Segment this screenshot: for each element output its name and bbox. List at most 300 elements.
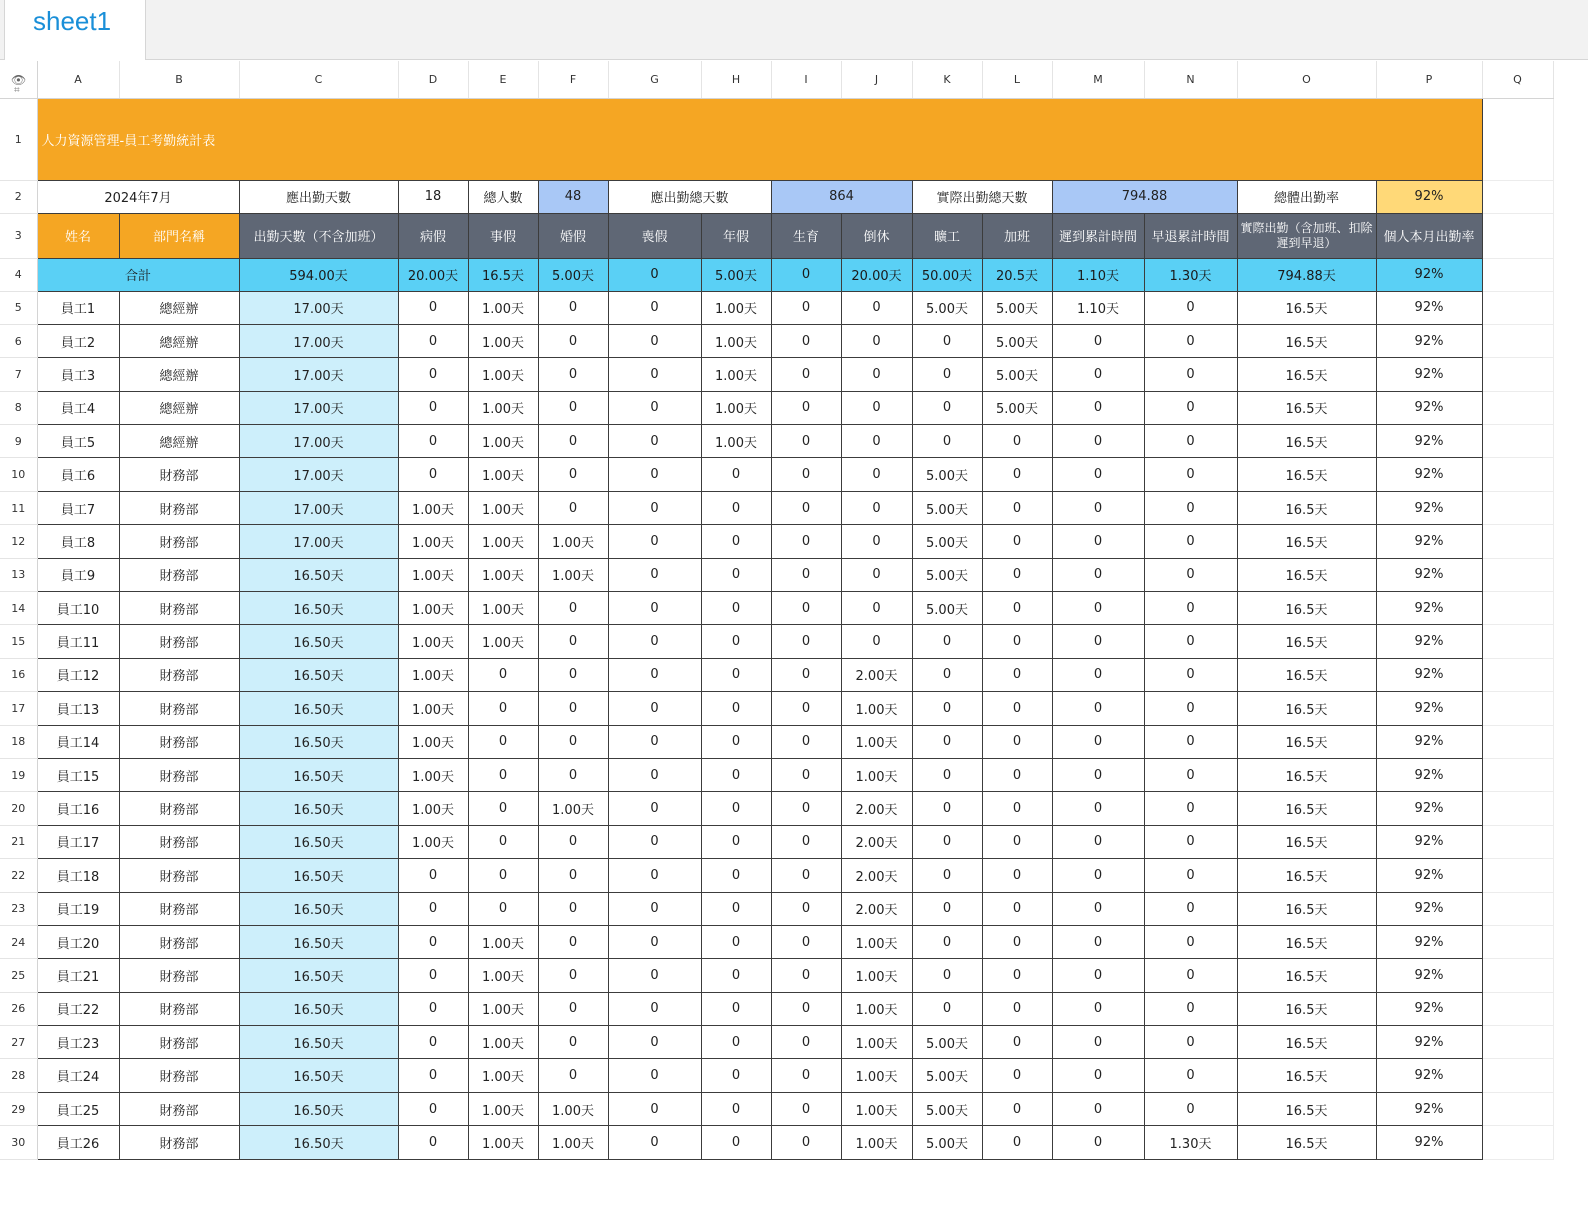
table-cell[interactable]: 16.5天 <box>1237 1026 1376 1059</box>
table-cell[interactable]: 0 <box>1052 758 1144 791</box>
table-cell[interactable]: 2.00天 <box>841 792 912 825</box>
table-cell[interactable]: 0 <box>608 859 701 892</box>
table-cell[interactable]: 0 <box>982 725 1052 758</box>
table-cell[interactable]: 0 <box>982 925 1052 958</box>
table-cell[interactable]: 16.5天 <box>1237 1126 1376 1159</box>
freeze-icon[interactable]: ⌗ <box>14 85 20 96</box>
table-cell[interactable]: 1.00天 <box>398 625 468 658</box>
row-header[interactable]: 26 <box>0 992 37 1025</box>
table-cell[interactable]: 0 <box>1144 959 1237 992</box>
table-cell-empty[interactable] <box>1482 692 1553 725</box>
cell-Q3[interactable] <box>1482 213 1553 258</box>
table-cell[interactable]: 0 <box>538 692 608 725</box>
table-cell[interactable]: 0 <box>982 625 1052 658</box>
table-cell[interactable]: 16.50天 <box>239 558 398 591</box>
table-cell[interactable]: 0 <box>398 992 468 1025</box>
column-title[interactable]: 喪假 <box>608 213 701 258</box>
table-cell[interactable]: 16.5天 <box>1237 625 1376 658</box>
table-cell[interactable]: 0 <box>912 425 982 458</box>
table-cell[interactable]: 92% <box>1376 324 1482 357</box>
table-cell[interactable]: 1.00天 <box>398 725 468 758</box>
table-cell[interactable]: 16.5天 <box>1237 291 1376 324</box>
table-cell[interactable]: 0 <box>912 892 982 925</box>
row-header[interactable]: 30 <box>0 1126 37 1159</box>
table-cell[interactable]: 1.00天 <box>841 758 912 791</box>
totals-cell[interactable]: 20.5天 <box>982 258 1052 291</box>
column-header-E[interactable]: E <box>468 61 538 98</box>
table-cell[interactable]: 1.00天 <box>468 491 538 524</box>
table-cell[interactable]: 0 <box>1144 358 1237 391</box>
table-cell[interactable]: 0 <box>398 1026 468 1059</box>
table-cell[interactable]: 16.5天 <box>1237 925 1376 958</box>
table-cell[interactable]: 財務部 <box>119 625 239 658</box>
table-cell-empty[interactable] <box>1482 358 1553 391</box>
table-cell[interactable]: 員工7 <box>37 491 119 524</box>
table-cell[interactable]: 0 <box>841 458 912 491</box>
table-cell[interactable]: 0 <box>912 625 982 658</box>
table-cell[interactable]: 0 <box>1144 458 1237 491</box>
table-cell[interactable]: 0 <box>771 525 841 558</box>
table-cell[interactable]: 0 <box>701 592 771 625</box>
spreadsheet-grid[interactable] <box>0 61 1588 1214</box>
table-cell[interactable]: 16.5天 <box>1237 692 1376 725</box>
column-header-Q[interactable]: Q <box>1482 61 1553 98</box>
table-cell[interactable]: 16.5天 <box>1237 758 1376 791</box>
column-header-J[interactable]: J <box>841 61 912 98</box>
table-cell[interactable]: 0 <box>398 1059 468 1092</box>
overall-rate-label[interactable]: 總體出勤率 <box>1237 180 1376 213</box>
total-required-label[interactable]: 應出勤總天數 <box>608 180 771 213</box>
table-cell[interactable]: 0 <box>398 324 468 357</box>
table-cell[interactable]: 員工8 <box>37 525 119 558</box>
column-title[interactable]: 婚假 <box>538 213 608 258</box>
table-cell[interactable]: 0 <box>982 491 1052 524</box>
table-cell[interactable]: 0 <box>608 725 701 758</box>
table-cell[interactable]: 0 <box>538 892 608 925</box>
table-cell[interactable]: 92% <box>1376 725 1482 758</box>
table-cell[interactable]: 0 <box>1052 1059 1144 1092</box>
table-cell[interactable]: 0 <box>912 859 982 892</box>
table-cell[interactable]: 0 <box>538 758 608 791</box>
table-cell[interactable]: 1.00天 <box>538 1092 608 1125</box>
totals-cell[interactable]: 1.30天 <box>1144 258 1237 291</box>
table-cell[interactable]: 92% <box>1376 491 1482 524</box>
column-title[interactable]: 倒休 <box>841 213 912 258</box>
table-cell[interactable]: 0 <box>1052 658 1144 691</box>
table-cell[interactable]: 0 <box>538 825 608 858</box>
table-cell[interactable]: 16.5天 <box>1237 558 1376 591</box>
table-cell[interactable]: 0 <box>1144 1059 1237 1092</box>
table-cell[interactable]: 0 <box>771 825 841 858</box>
table-cell[interactable]: 0 <box>1052 525 1144 558</box>
table-cell[interactable]: 員工1 <box>37 291 119 324</box>
select-all-corner[interactable] <box>0 61 37 98</box>
totals-cell[interactable]: 20.00天 <box>841 258 912 291</box>
table-cell[interactable]: 1.00天 <box>841 1092 912 1125</box>
table-cell[interactable]: 財務部 <box>119 525 239 558</box>
table-cell[interactable]: 員工15 <box>37 758 119 791</box>
table-cell[interactable]: 5.00天 <box>982 324 1052 357</box>
table-cell[interactable]: 2.00天 <box>841 892 912 925</box>
table-cell[interactable]: 1.00天 <box>538 1126 608 1159</box>
table-cell[interactable]: 16.50天 <box>239 892 398 925</box>
table-cell[interactable]: 0 <box>771 959 841 992</box>
table-cell[interactable]: 員工6 <box>37 458 119 491</box>
table-cell[interactable]: 0 <box>771 358 841 391</box>
table-cell[interactable]: 1.00天 <box>841 925 912 958</box>
table-cell-empty[interactable] <box>1482 525 1553 558</box>
table-cell[interactable]: 17.00天 <box>239 425 398 458</box>
table-cell[interactable]: 92% <box>1376 558 1482 591</box>
table-cell[interactable]: 5.00天 <box>912 458 982 491</box>
table-cell[interactable]: 92% <box>1376 1059 1482 1092</box>
table-cell[interactable]: 0 <box>538 458 608 491</box>
table-cell[interactable]: 1.00天 <box>468 425 538 458</box>
table-cell[interactable]: 0 <box>982 592 1052 625</box>
table-cell[interactable]: 0 <box>1052 859 1144 892</box>
table-cell[interactable]: 0 <box>982 558 1052 591</box>
table-cell[interactable]: 0 <box>771 992 841 1025</box>
table-cell[interactable]: 0 <box>468 692 538 725</box>
table-cell[interactable]: 0 <box>608 625 701 658</box>
table-cell[interactable]: 0 <box>398 291 468 324</box>
cell-Q1[interactable] <box>1482 98 1553 180</box>
table-cell[interactable]: 1.00天 <box>538 792 608 825</box>
table-cell[interactable]: 16.50天 <box>239 692 398 725</box>
table-cell[interactable]: 1.00天 <box>468 1126 538 1159</box>
table-cell[interactable]: 0 <box>912 658 982 691</box>
row-header-1[interactable]: 1 <box>0 98 37 180</box>
table-cell[interactable]: 0 <box>608 658 701 691</box>
row-header[interactable]: 7 <box>0 358 37 391</box>
table-cell[interactable]: 0 <box>1052 391 1144 424</box>
table-cell[interactable]: 0 <box>771 458 841 491</box>
table-cell[interactable]: 92% <box>1376 1126 1482 1159</box>
table-cell[interactable]: 16.50天 <box>239 925 398 958</box>
table-cell[interactable]: 0 <box>468 859 538 892</box>
table-cell[interactable]: 0 <box>1144 391 1237 424</box>
table-cell[interactable]: 財務部 <box>119 1059 239 1092</box>
column-header-C[interactable]: C <box>239 61 398 98</box>
table-cell[interactable]: 16.5天 <box>1237 992 1376 1025</box>
table-cell[interactable]: 財務部 <box>119 725 239 758</box>
table-cell[interactable]: 0 <box>398 925 468 958</box>
table-cell[interactable]: 0 <box>398 892 468 925</box>
table-cell[interactable]: 92% <box>1376 692 1482 725</box>
table-cell[interactable]: 1.00天 <box>468 1092 538 1125</box>
row-header[interactable]: 11 <box>0 491 37 524</box>
table-cell[interactable]: 0 <box>1144 892 1237 925</box>
table-cell[interactable]: 0 <box>538 425 608 458</box>
actual-total-label[interactable]: 實際出勤總天數 <box>912 180 1052 213</box>
table-cell[interactable]: 總經辦 <box>119 291 239 324</box>
table-cell[interactable]: 0 <box>912 692 982 725</box>
table-cell[interactable]: 16.5天 <box>1237 959 1376 992</box>
table-cell[interactable]: 0 <box>538 592 608 625</box>
table-cell[interactable]: 2.00天 <box>841 658 912 691</box>
table-cell[interactable]: 0 <box>912 792 982 825</box>
table-cell[interactable]: 16.5天 <box>1237 425 1376 458</box>
table-cell[interactable]: 0 <box>468 792 538 825</box>
table-cell[interactable]: 員工16 <box>37 792 119 825</box>
table-cell[interactable]: 財務部 <box>119 925 239 958</box>
row-header[interactable]: 20 <box>0 792 37 825</box>
table-cell[interactable]: 0 <box>1052 825 1144 858</box>
table-cell[interactable]: 0 <box>841 491 912 524</box>
table-cell[interactable]: 0 <box>1144 592 1237 625</box>
table-cell[interactable]: 0 <box>608 692 701 725</box>
table-cell[interactable]: 1.30天 <box>1144 1126 1237 1159</box>
table-cell[interactable]: 0 <box>701 859 771 892</box>
table-cell[interactable]: 0 <box>1144 825 1237 858</box>
table-cell[interactable]: 16.5天 <box>1237 391 1376 424</box>
table-cell[interactable]: 0 <box>398 959 468 992</box>
table-cell[interactable]: 1.00天 <box>701 358 771 391</box>
table-cell[interactable]: 0 <box>538 491 608 524</box>
table-cell-empty[interactable] <box>1482 1026 1553 1059</box>
table-cell[interactable]: 0 <box>912 825 982 858</box>
table-cell[interactable]: 0 <box>912 358 982 391</box>
table-cell[interactable]: 財務部 <box>119 1092 239 1125</box>
table-cell[interactable]: 0 <box>1144 725 1237 758</box>
table-cell[interactable]: 0 <box>398 859 468 892</box>
row-header-3[interactable]: 3 <box>0 213 37 258</box>
table-cell[interactable]: 0 <box>841 291 912 324</box>
table-cell[interactable]: 0 <box>1144 324 1237 357</box>
table-cell[interactable]: 0 <box>982 1126 1052 1159</box>
table-cell[interactable]: 5.00天 <box>912 592 982 625</box>
table-cell[interactable]: 92% <box>1376 792 1482 825</box>
table-cell[interactable]: 0 <box>1052 491 1144 524</box>
table-cell[interactable]: 1.00天 <box>841 992 912 1025</box>
table-cell[interactable]: 0 <box>701 925 771 958</box>
table-cell-empty[interactable] <box>1482 792 1553 825</box>
table-cell[interactable]: 總經辦 <box>119 425 239 458</box>
table-cell[interactable]: 1.00天 <box>468 458 538 491</box>
table-cell[interactable]: 總經辦 <box>119 358 239 391</box>
table-cell-empty[interactable] <box>1482 1059 1553 1092</box>
column-title[interactable]: 早退累計時間 <box>1144 213 1237 258</box>
table-cell[interactable]: 0 <box>982 1059 1052 1092</box>
row-header[interactable]: 18 <box>0 725 37 758</box>
table-cell[interactable]: 17.00天 <box>239 525 398 558</box>
table-cell[interactable]: 5.00天 <box>912 558 982 591</box>
table-cell[interactable]: 0 <box>1144 1092 1237 1125</box>
table-cell[interactable]: 16.50天 <box>239 592 398 625</box>
eye-icon[interactable]: 👁 <box>11 73 27 87</box>
table-cell[interactable]: 0 <box>608 1059 701 1092</box>
table-cell[interactable]: 0 <box>608 324 701 357</box>
table-cell[interactable]: 員工10 <box>37 592 119 625</box>
table-cell[interactable]: 財務部 <box>119 1126 239 1159</box>
column-header-K[interactable]: K <box>912 61 982 98</box>
table-cell[interactable]: 0 <box>982 859 1052 892</box>
table-cell-empty[interactable] <box>1482 291 1553 324</box>
table-cell[interactable]: 17.00天 <box>239 491 398 524</box>
table-cell[interactable]: 16.5天 <box>1237 658 1376 691</box>
table-cell[interactable]: 16.50天 <box>239 1059 398 1092</box>
table-cell[interactable]: 0 <box>608 525 701 558</box>
column-header-D[interactable]: D <box>398 61 468 98</box>
table-cell[interactable]: 0 <box>398 358 468 391</box>
table-cell[interactable]: 0 <box>1052 792 1144 825</box>
table-cell[interactable]: 0 <box>1144 925 1237 958</box>
row-header[interactable]: 9 <box>0 425 37 458</box>
table-cell[interactable]: 16.5天 <box>1237 725 1376 758</box>
table-cell[interactable]: 員工11 <box>37 625 119 658</box>
table-cell[interactable]: 0 <box>701 792 771 825</box>
table-cell[interactable]: 0 <box>982 992 1052 1025</box>
table-cell[interactable]: 0 <box>841 592 912 625</box>
table-cell[interactable]: 5.00天 <box>912 291 982 324</box>
table-cell[interactable]: 員工5 <box>37 425 119 458</box>
table-cell[interactable]: 0 <box>771 391 841 424</box>
cell-Q2[interactable] <box>1482 180 1553 213</box>
table-cell[interactable]: 92% <box>1376 825 1482 858</box>
required-days-value[interactable]: 18 <box>398 180 468 213</box>
table-cell[interactable]: 1.00天 <box>468 525 538 558</box>
table-cell[interactable]: 0 <box>1144 758 1237 791</box>
table-cell[interactable]: 0 <box>841 425 912 458</box>
table-cell[interactable]: 1.00天 <box>841 1126 912 1159</box>
table-cell[interactable]: 0 <box>1144 425 1237 458</box>
cell-Q4[interactable] <box>1482 258 1553 291</box>
row-header[interactable]: 28 <box>0 1059 37 1092</box>
table-cell[interactable]: 16.5天 <box>1237 491 1376 524</box>
column-title[interactable]: 加班 <box>982 213 1052 258</box>
table-cell[interactable]: 0 <box>1144 658 1237 691</box>
table-cell[interactable]: 0 <box>1052 925 1144 958</box>
table-cell[interactable]: 1.00天 <box>398 758 468 791</box>
table-cell-empty[interactable] <box>1482 658 1553 691</box>
table-cell[interactable]: 0 <box>912 324 982 357</box>
totals-cell[interactable]: 5.00天 <box>701 258 771 291</box>
table-cell[interactable]: 92% <box>1376 458 1482 491</box>
column-header-F[interactable]: F <box>538 61 608 98</box>
table-cell-empty[interactable] <box>1482 625 1553 658</box>
table-cell[interactable]: 財務部 <box>119 458 239 491</box>
table-cell[interactable]: 0 <box>1052 1126 1144 1159</box>
table-cell[interactable]: 5.00天 <box>912 1092 982 1125</box>
row-header[interactable]: 16 <box>0 658 37 691</box>
table-cell[interactable]: 0 <box>468 825 538 858</box>
table-cell[interactable]: 0 <box>701 558 771 591</box>
table-cell[interactable]: 財務部 <box>119 658 239 691</box>
table-cell[interactable]: 92% <box>1376 892 1482 925</box>
table-cell[interactable]: 員工25 <box>37 1092 119 1125</box>
row-header-2[interactable]: 2 <box>0 180 37 213</box>
table-cell[interactable]: 16.50天 <box>239 658 398 691</box>
table-cell[interactable]: 0 <box>841 391 912 424</box>
table-cell-empty[interactable] <box>1482 758 1553 791</box>
column-title[interactable]: 遲到累計時間 <box>1052 213 1144 258</box>
row-header[interactable]: 21 <box>0 825 37 858</box>
table-cell[interactable]: 16.5天 <box>1237 1092 1376 1125</box>
table-cell[interactable]: 員工17 <box>37 825 119 858</box>
table-cell[interactable]: 0 <box>608 1026 701 1059</box>
column-header-A[interactable]: A <box>37 61 119 98</box>
table-cell[interactable]: 92% <box>1376 959 1482 992</box>
table-cell[interactable]: 0 <box>1052 692 1144 725</box>
table-cell[interactable]: 16.50天 <box>239 825 398 858</box>
table-cell-empty[interactable] <box>1482 959 1553 992</box>
table-cell[interactable]: 1.00天 <box>468 625 538 658</box>
table-cell[interactable]: 0 <box>1052 558 1144 591</box>
table-cell[interactable]: 0 <box>982 892 1052 925</box>
table-cell[interactable]: 1.00天 <box>398 592 468 625</box>
row-header[interactable]: 6 <box>0 324 37 357</box>
table-cell[interactable]: 5.00天 <box>982 291 1052 324</box>
row-header[interactable]: 13 <box>0 558 37 591</box>
table-cell[interactable]: 0 <box>701 1092 771 1125</box>
row-header-4[interactable]: 4 <box>0 258 37 291</box>
table-cell[interactable]: 總經辦 <box>119 324 239 357</box>
table-cell[interactable]: 1.00天 <box>468 558 538 591</box>
table-cell[interactable]: 1.00天 <box>398 491 468 524</box>
table-cell-empty[interactable] <box>1482 491 1553 524</box>
table-cell[interactable]: 0 <box>982 1026 1052 1059</box>
table-cell[interactable]: 1.00天 <box>468 391 538 424</box>
table-cell[interactable]: 0 <box>608 925 701 958</box>
table-cell-empty[interactable] <box>1482 925 1553 958</box>
table-cell[interactable]: 財務部 <box>119 859 239 892</box>
row-header[interactable]: 12 <box>0 525 37 558</box>
table-cell[interactable]: 0 <box>608 592 701 625</box>
table-cell[interactable]: 0 <box>398 425 468 458</box>
table-cell[interactable]: 0 <box>982 692 1052 725</box>
table-cell[interactable]: 5.00天 <box>912 1059 982 1092</box>
table-cell-empty[interactable] <box>1482 425 1553 458</box>
table-cell-empty[interactable] <box>1482 558 1553 591</box>
table-cell[interactable]: 0 <box>608 358 701 391</box>
table-cell[interactable]: 92% <box>1376 358 1482 391</box>
table-cell[interactable]: 0 <box>538 358 608 391</box>
table-cell[interactable]: 5.00天 <box>912 1026 982 1059</box>
column-header-N[interactable]: N <box>1144 61 1237 98</box>
table-cell[interactable]: 0 <box>608 458 701 491</box>
table-cell[interactable]: 16.5天 <box>1237 592 1376 625</box>
table-cell[interactable]: 17.00天 <box>239 358 398 391</box>
table-cell[interactable]: 0 <box>1052 592 1144 625</box>
table-cell[interactable]: 1.00天 <box>468 358 538 391</box>
table-cell[interactable]: 員工22 <box>37 992 119 1025</box>
table-cell[interactable]: 17.00天 <box>239 458 398 491</box>
table-cell[interactable]: 0 <box>1052 959 1144 992</box>
table-cell[interactable]: 1.00天 <box>701 425 771 458</box>
table-cell[interactable]: 2.00天 <box>841 859 912 892</box>
table-cell[interactable]: 0 <box>468 758 538 791</box>
table-cell[interactable]: 0 <box>701 725 771 758</box>
table-cell[interactable]: 0 <box>982 792 1052 825</box>
table-cell[interactable]: 1.00天 <box>468 291 538 324</box>
table-cell[interactable]: 財務部 <box>119 959 239 992</box>
total-required-value[interactable]: 864 <box>771 180 912 213</box>
table-cell[interactable]: 0 <box>771 425 841 458</box>
table-cell[interactable]: 16.50天 <box>239 625 398 658</box>
table-cell[interactable]: 0 <box>841 625 912 658</box>
table-cell[interactable]: 1.00天 <box>468 592 538 625</box>
table-cell[interactable]: 0 <box>608 491 701 524</box>
table-cell[interactable]: 0 <box>1144 859 1237 892</box>
table-cell[interactable]: 0 <box>1144 491 1237 524</box>
table-cell[interactable]: 0 <box>1144 792 1237 825</box>
table-cell[interactable]: 0 <box>982 525 1052 558</box>
table-cell[interactable]: 員工21 <box>37 959 119 992</box>
table-cell[interactable]: 0 <box>912 758 982 791</box>
table-cell[interactable]: 財務部 <box>119 491 239 524</box>
table-cell[interactable]: 0 <box>841 525 912 558</box>
table-cell[interactable]: 0 <box>771 491 841 524</box>
